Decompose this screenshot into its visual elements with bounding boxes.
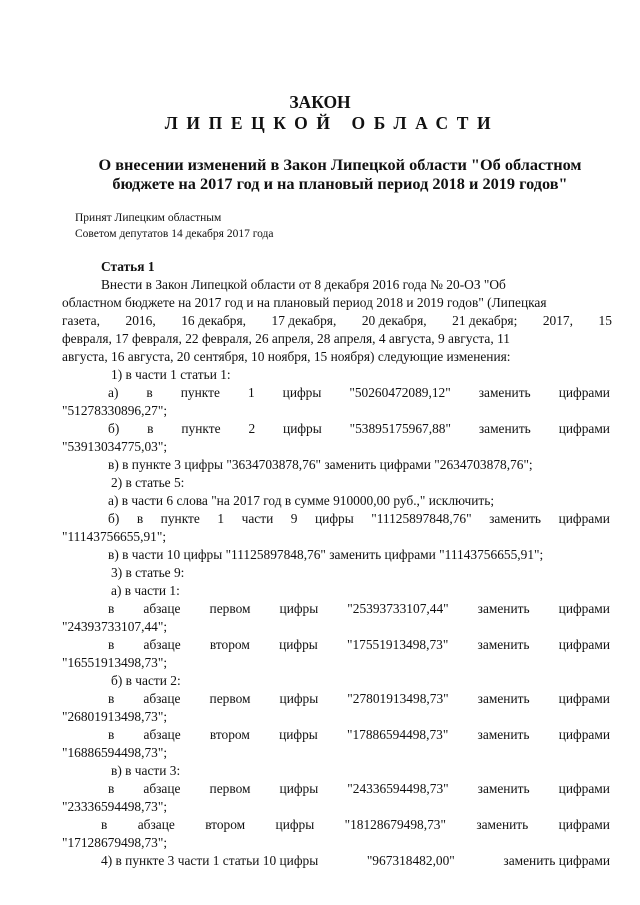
justified-word: цифрами	[558, 817, 610, 832]
justified-word: первом	[209, 601, 251, 616]
justified-word: 4) в пункте 3 части 1 статьи 10 цифры	[101, 853, 319, 868]
justified-word: заменить	[478, 421, 531, 436]
justified-word: в	[101, 817, 108, 832]
justified-word: втором	[209, 637, 250, 652]
paragraph-line	[108, 780, 610, 798]
justified-word: заменить цифрами	[503, 853, 610, 868]
article-intro-line: августа, 16 августа, 20 сентября, 10 ноября, 15 ноября) следующие изменения:	[62, 349, 511, 364]
subitem-continuation: "51278330896,27";	[62, 403, 168, 418]
subitem-line: в) в пункте 3 цифры "3634703878,76" заменить цифрами "2634703878,76";	[108, 457, 533, 472]
paragraph-line	[101, 816, 610, 834]
article-heading: Статья 1	[101, 259, 155, 274]
justified-word: "25393733107,44"	[347, 601, 449, 616]
justified-word: 21 декабря;	[452, 313, 518, 328]
item-heading	[101, 852, 610, 870]
justified-word: "27801913498,73"	[347, 691, 449, 706]
paragraph-continuation: "17128679498,73";	[62, 835, 168, 850]
subitem-continuation: "53913034775,03";	[62, 439, 168, 454]
paragraph-line	[108, 636, 610, 654]
justified-word: "17551913498,73"	[346, 637, 449, 652]
law-title: ЗАКОН	[289, 92, 351, 112]
justified-word: заменить	[477, 727, 530, 742]
justified-word: 1	[217, 511, 225, 526]
adoption-note-line: Принят Липецким областным	[75, 212, 222, 224]
justified-word: цифры	[275, 817, 315, 832]
justified-word: заменить	[477, 691, 530, 706]
justified-word: "18128679498,73"	[344, 817, 446, 832]
justified-word: 2017,	[542, 313, 573, 328]
justified-word: цифрами	[558, 601, 610, 616]
article-intro-line	[62, 312, 612, 330]
justified-word: втором	[209, 727, 250, 742]
subitem-line: в) в части 10 цифры "11125897848,76" заменить цифрами "11143756655,91";	[108, 547, 544, 562]
subitem-line: б) в части 2:	[111, 673, 181, 688]
justified-word: цифры	[279, 601, 319, 616]
justified-word: цифрами	[558, 385, 610, 400]
justified-word: в	[136, 511, 144, 526]
justified-word: цифры	[315, 511, 354, 526]
justified-word: 9	[290, 511, 298, 526]
justified-word: первом	[209, 781, 251, 796]
justified-word: цифрами	[558, 727, 610, 742]
paragraph-line	[108, 600, 610, 618]
paragraph-line	[108, 690, 610, 708]
justified-word: цифрами	[558, 511, 610, 526]
justified-word: 16 декабря,	[181, 313, 246, 328]
subitem-continuation: "11143756655,91";	[62, 529, 167, 544]
law-subject-line: бюджете на 2017 год и на плановый период 2018 и 2019 годов"	[112, 174, 568, 193]
justified-word: абзаце	[143, 601, 181, 616]
justified-word: б)	[108, 511, 120, 526]
justified-word: "53895175967,88"	[349, 421, 451, 436]
justified-word: заменить	[477, 601, 530, 616]
subitem-line	[108, 510, 610, 528]
justified-word: абзаце	[137, 817, 175, 832]
subitem-line	[108, 384, 610, 402]
justified-word: цифрами	[558, 781, 610, 796]
justified-word: пункте	[181, 421, 221, 436]
justified-word: абзаце	[143, 691, 181, 706]
paragraph-continuation: "16886594498,73";	[62, 745, 168, 760]
adoption-note-line: Советом депутатов 14 декабря 2017 года	[75, 228, 274, 240]
justified-word: 2	[248, 421, 256, 436]
justified-word: пункте	[160, 511, 200, 526]
justified-word: 17 декабря,	[271, 313, 337, 328]
justified-word: "24336594498,73"	[347, 781, 449, 796]
justified-word: в	[108, 637, 115, 652]
justified-word: цифры	[279, 727, 318, 742]
justified-word: 15	[598, 313, 612, 328]
justified-word: цифры	[282, 385, 322, 400]
justified-word: пункте	[180, 385, 220, 400]
paragraph-continuation: "23336594498,73";	[62, 799, 168, 814]
justified-word: цифры	[279, 637, 318, 652]
justified-word: "967318482,00"	[366, 853, 455, 868]
justified-word: первом	[209, 691, 251, 706]
justified-word: в	[147, 421, 154, 436]
justified-word: в	[146, 385, 153, 400]
justified-word: в	[108, 601, 115, 616]
law-region: ЛИПЕЦКОЙ ОБЛАСТИ	[164, 113, 500, 133]
justified-word: в	[108, 727, 115, 742]
justified-word: 1	[247, 385, 255, 400]
subitem-line: в) в части 3:	[111, 763, 181, 778]
law-subject-line: О внесении изменений в Закон Липецкой области "Об областном	[98, 155, 582, 174]
justified-word: в	[108, 781, 115, 796]
justified-word: абзаце	[143, 727, 181, 742]
justified-word: заменить	[477, 781, 530, 796]
justified-word: "50260472089,12"	[349, 385, 451, 400]
justified-word: втором	[205, 817, 246, 832]
paragraph-continuation: "16551913498,73";	[62, 655, 168, 670]
justified-word: заменить	[489, 511, 542, 526]
article-intro-line: областном бюджете на 2017 год и на плановый период 2018 и 2019 годов" (Липецкая	[62, 295, 547, 310]
justified-word: цифры	[279, 781, 319, 796]
article-intro-line: Внести в Закон Липецкой области от 8 декабря 2016 года № 20-ОЗ "Об	[101, 277, 506, 292]
subitem-line: а) в части 6 слова "на 2017 год в сумме 910000,00 руб.," исключить;	[108, 493, 495, 508]
law-subject	[40, 155, 640, 193]
adoption-note	[75, 210, 274, 242]
justified-word: цифрами	[558, 637, 610, 652]
justified-word: а)	[108, 385, 119, 400]
item-heading: 3) в статье 9:	[111, 565, 185, 580]
justified-word: цифры	[283, 421, 322, 436]
justified-word: цифрами	[558, 691, 610, 706]
justified-word: абзаце	[143, 781, 181, 796]
subitem-line	[108, 420, 610, 438]
justified-word: 20 декабря,	[361, 313, 427, 328]
article-intro-line: февраля, 17 февраля, 22 февраля, 26 апреля, 28 апреля, 4 августа, 9 августа, 11	[62, 331, 510, 346]
justified-word: заменить	[476, 817, 529, 832]
item-heading: 2) в статье 5:	[111, 475, 185, 490]
paragraph-continuation: "24393733107,44";	[62, 619, 168, 634]
subitem-line: а) в части 1:	[111, 583, 180, 598]
justified-word: части	[241, 511, 274, 526]
item-heading: 1) в части 1 статьи 1:	[111, 367, 231, 382]
justified-word: газета,	[62, 313, 100, 328]
paragraph-line	[108, 726, 610, 744]
justified-word: "17886594498,73"	[346, 727, 449, 742]
justified-word: б)	[108, 421, 120, 436]
justified-word: 2016,	[125, 313, 156, 328]
justified-word: заменить	[477, 637, 530, 652]
justified-word: в	[108, 691, 115, 706]
justified-word: заменить	[478, 385, 531, 400]
justified-word: цифрами	[558, 421, 610, 436]
justified-word: "11125897848,76"	[371, 511, 472, 526]
paragraph-continuation: "26801913498,73";	[62, 709, 168, 724]
justified-word: абзаце	[143, 637, 181, 652]
justified-word: цифры	[279, 691, 319, 706]
